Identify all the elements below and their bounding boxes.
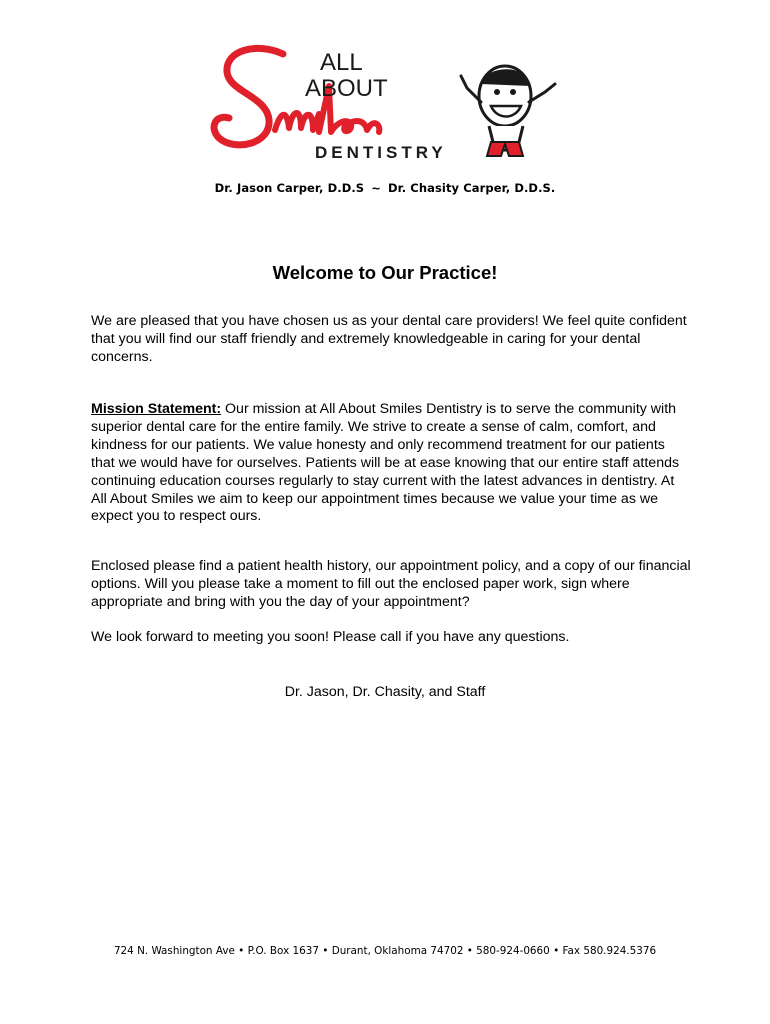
doctor-two: Dr. Chasity Carper, D.D.S. [387,181,556,195]
doctors-line [0,181,770,195]
logo-line-dentistry: DENTISTRY [315,143,447,162]
practice-logo [205,40,565,165]
doctor-one: Dr. Jason Carper, D.D.S [214,181,365,195]
footer-address: 724 N. Washington Ave • P.O. Box 1637 • Durant, Oklahoma 74702 • 580-924-0660 • Fax 580.924.5376 [113,945,657,957]
logo-line-about: ABOUT [305,75,388,102]
mission-paragraph [91,401,691,526]
signoff: Dr. Jason, Dr. Chasity, and Staff [284,684,486,700]
closing-paragraph: We look forward to meeting you soon! Please call if you have any questions. [91,629,570,645]
doctor-separator: ~ [371,181,381,195]
mission-text: Our mission at All About Smiles Dentistry is to serve the community with superior dental care for the entire family. We strive to create a sense of calm, comfort, and kindness for our patients. We value honesty and only recommend treatment for our patients that we would have for ourselves. Patients will be at ease knowing that our entire staff attends continuing education courses regularly to stay current with the latest advances in dentistry. At All About Smiles we aim to keep our appointment times because we value your time as we expect you to respect ours. [91,401,680,525]
tooth-mascot-icon [461,66,555,156]
mission-label: Mission Statement: [91,401,222,417]
intro-paragraph: We are pleased that you have chosen us as your dental care providers! We feel quite confident that you will find our staff friendly and extremely knowledgeable in caring for your dental concerns. [91,313,687,365]
enclosed-paragraph: Enclosed please find a patient health history, our appointment policy, and a copy of our financial options. Will you please take a moment to fill out the enclosed paper work, sign where appropriate and bring with you the day of your appointment? [91,558,691,610]
logo-line-all: ALL [320,49,363,76]
page-title: Welcome to Our Practice! [272,262,498,283]
